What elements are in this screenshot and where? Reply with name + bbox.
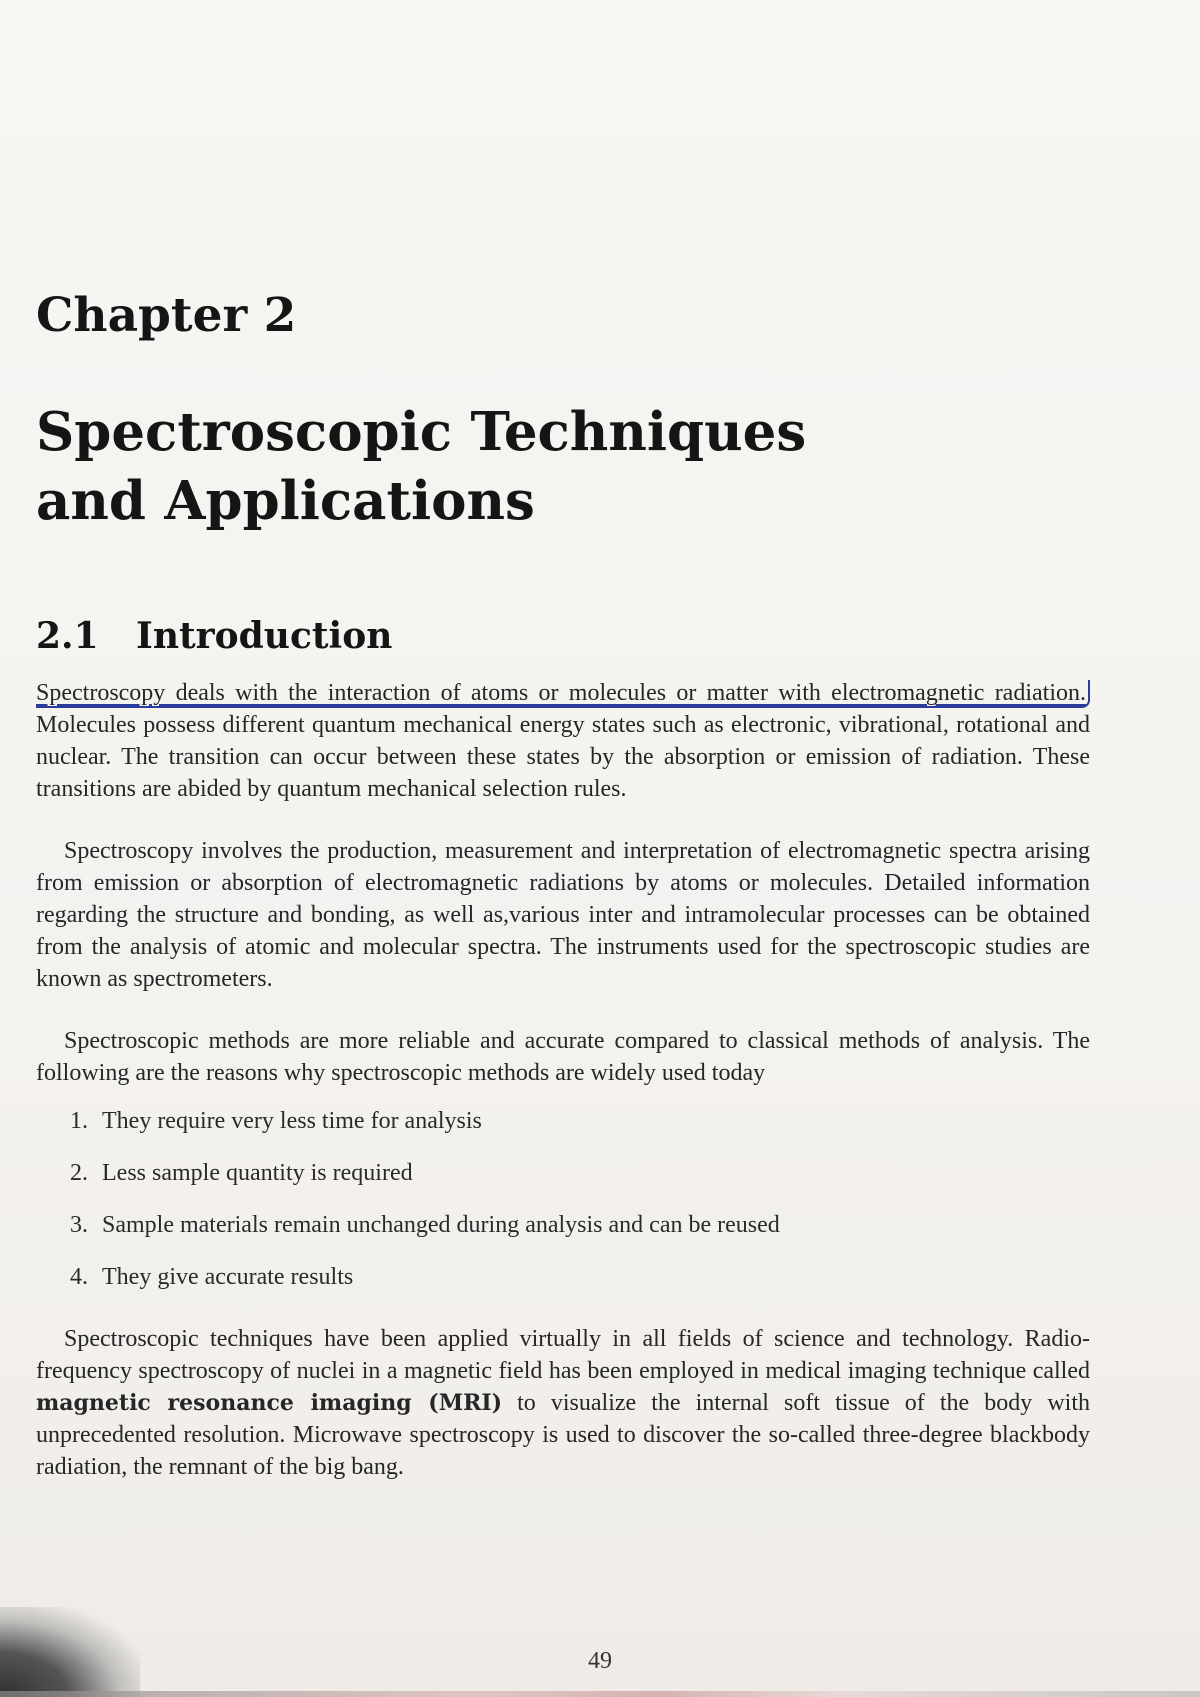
list-item — [70, 1105, 1090, 1137]
page-number: 49 — [588, 1648, 612, 1674]
list-item — [70, 1261, 1090, 1293]
list-item-text: They give accurate results — [102, 1264, 354, 1291]
list-item-text: They require very less time for analysis — [102, 1108, 482, 1135]
paragraph-4 — [36, 1323, 1090, 1483]
list-item-text: Less sample quantity is required — [102, 1160, 413, 1187]
chapter-title: Spectroscopic Techniques and Applications — [36, 400, 807, 532]
paragraph-1-rest: Molecules possess different quantum mechanical energy states such as electronic, vibrational, rotational and nuclear. The transition can occur between these states by the absorption or emission of radiation. These transitions are abided by quantum mechanical selection rules. — [36, 712, 1090, 803]
list-item-number: 3. — [70, 1212, 88, 1239]
list-item — [70, 1157, 1090, 1189]
section-number: 2.1 — [36, 615, 99, 658]
chapter-label: Chapter 2 — [36, 288, 297, 343]
reasons-list — [36, 1105, 1090, 1293]
list-item — [70, 1209, 1090, 1241]
section-title: Introduction — [136, 615, 393, 658]
bottom-edge — [0, 1691, 1200, 1697]
paragraph-4-before: Spectroscopic techniques have been applied virtually in all fields of science and technology. Radio-frequency spectroscopy of nuclei in a magnetic field has been employed in medical imaging technique called — [36, 1326, 1090, 1385]
list-item-number: 4. — [70, 1264, 88, 1291]
paragraph-1 — [36, 677, 1090, 805]
list-item-text: Sample materials remain unchanged during analysis and can be reused — [102, 1212, 780, 1239]
page-content — [36, 290, 1090, 1483]
list-item-number: 2. — [70, 1160, 88, 1187]
paragraph-3: Spectroscopic methods are more reliable and accurate compared to classical methods of analysis. The following are the reasons why spectroscopic methods are widely used today — [36, 1028, 1090, 1087]
mri-term: magnetic resonance imaging (MRI) — [36, 1390, 503, 1417]
highlighted-definition: Spectroscopy deals with the interaction of atoms or molecules or matter with electromagnetic radiation. — [36, 680, 1090, 708]
paragraph-4-after: to visualize the internal soft tissue of the body with unprecedented resolution. Microwave spectroscopy is used to discover the so-called three-degree blackbody radiation, the remnant of the big bang. — [36, 1390, 1090, 1481]
list-item-number: 1. — [70, 1108, 88, 1135]
section-heading — [36, 615, 1090, 657]
corner-shadow — [0, 1607, 140, 1697]
paragraph-2: Spectroscopy involves the production, measurement and interpretation of electromagnetic spectra arising from emission or absorption of electromagnetic radiations by atoms or molecules. Detailed information regarding the structure and bonding, as well as,various inter and intramolecular processes can be obtained from the analysis of atomic and molecular spectra. The instruments used for the spectroscopic studies are known as spectrometers. — [36, 838, 1090, 993]
